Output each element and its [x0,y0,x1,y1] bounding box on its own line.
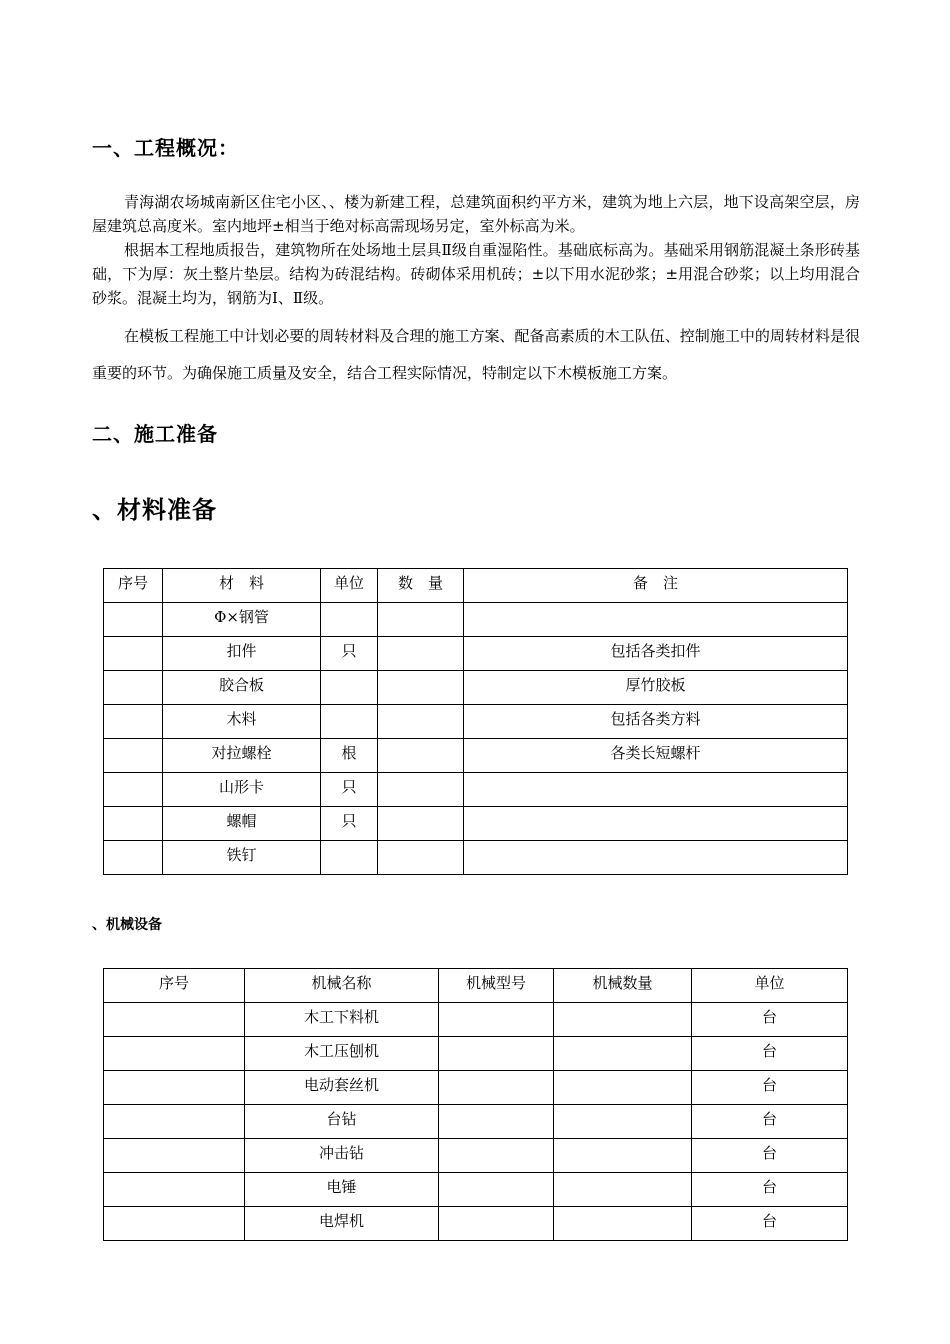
table-cell: 木料 [163,705,321,739]
table-cell: 只 [321,807,378,841]
table-row [104,1003,848,1037]
column-header: 机械型号 [439,969,554,1003]
paragraph-plan: 在模板工程施工中计划必要的周转材料及合理的施工方案、配备高素质的木工队伍、控制施工中的周转材料是很重要的环节。为确保施工质量及安全，结合工程实际情况，特制定以下木模板施工方案。 [92,327,860,382]
column-header: 数 量 [378,569,464,603]
table-cell: 台 [692,1173,848,1207]
table-cell: 电焊机 [245,1207,439,1241]
table-row [104,1071,848,1105]
table-cell: 对拉螺栓 [163,739,321,773]
table-cell [378,739,464,773]
table-cell [378,705,464,739]
table-cell [321,705,378,739]
table-cell [104,1105,245,1139]
table-cell: 根 [321,739,378,773]
column-header: 单位 [321,569,378,603]
table-row [104,1139,848,1173]
table-cell [321,603,378,637]
table-cell [554,1173,692,1207]
table-cell [321,841,378,875]
table-cell: 台钻 [245,1105,439,1139]
table-cell: 电动套丝机 [245,1071,439,1105]
column-header: 机械数量 [554,969,692,1003]
table-header-row [104,969,848,1003]
table-row [104,739,848,773]
paragraph-overview: 青海湖农场城南新区住宅小区、、楼为新建工程，总建筑面积约平方米，建筑为地上六层，地下设高架空层，房屋建筑总高度米。室内地坪±相当于绝对标高需现场另定，室外标高为米。 [92,193,860,235]
table-cell [104,773,163,807]
table-cell [554,1207,692,1241]
column-header: 机械名称 [245,969,439,1003]
table-cell: 木工下料机 [245,1003,439,1037]
column-header: 备 注 [464,569,848,603]
table-row [104,637,848,671]
column-header: 单位 [692,969,848,1003]
table-cell [554,1105,692,1139]
table-cell [439,1207,554,1241]
table-cell: 包括各类扣件 [464,637,848,671]
table-cell: 电锤 [245,1173,439,1207]
table-cell [104,807,163,841]
table-cell: 冲击钻 [245,1139,439,1173]
table-cell [104,603,163,637]
table-cell: 胶合板 [163,671,321,705]
table-cell: 台 [692,1037,848,1071]
table-cell [104,705,163,739]
table-cell [378,841,464,875]
table-cell: 各类长短螺杆 [464,739,848,773]
materials-title: 、材料准备 [92,496,217,524]
table-cell [439,1139,554,1173]
table-row [104,841,848,875]
table-row [104,807,848,841]
table-row [104,705,848,739]
table-cell [554,1003,692,1037]
table-cell: 铁钉 [163,841,321,875]
table-cell [104,1071,245,1105]
table-cell: 螺帽 [163,807,321,841]
table-cell [378,637,464,671]
machinery-title: 、机械设备 [92,917,162,933]
paragraph-geology: 根据本工程地质报告，建筑物所在处场地土层具Ⅱ级自重湿陷性。基础底标高为。基础采用钢筋混凝土条形砖基础，下为厚：灰土整片垫层。结构为砖混结构。砖砌体采用机砖；±以下用水泥砂浆；±用混合砂浆；以上均用混合砂浆。混凝土均为，钢筋为Ⅰ、Ⅱ级。 [92,241,860,307]
table-cell: 扣件 [163,637,321,671]
table-cell [104,1037,245,1071]
column-header: 序号 [104,969,245,1003]
table-cell: 只 [321,637,378,671]
table-cell: 包括各类方料 [464,705,848,739]
table-header-row [104,569,848,603]
table-cell: 只 [321,773,378,807]
table-cell [104,739,163,773]
table-row [104,1105,848,1139]
table-row [104,1173,848,1207]
table-cell [439,1173,554,1207]
table-cell [104,1139,245,1173]
table-cell: 台 [692,1071,848,1105]
table-cell [554,1071,692,1105]
table-cell [439,1105,554,1139]
table-cell: 台 [692,1207,848,1241]
table-row [104,1207,848,1241]
table-row [104,603,848,637]
section-1-title: 一、工程概况： [92,136,239,160]
materials-table [103,568,848,875]
table-cell: 台 [692,1003,848,1037]
table-row [104,1037,848,1071]
table-cell [439,1071,554,1105]
table-cell [554,1139,692,1173]
table-row [104,671,848,705]
table-cell: 台 [692,1105,848,1139]
table-cell: Φ×钢管 [163,603,321,637]
machinery-table [103,968,848,1241]
table-cell [378,807,464,841]
table-cell [104,637,163,671]
table-cell [554,1037,692,1071]
table-cell [378,603,464,637]
table-row [104,773,848,807]
table-cell [104,671,163,705]
section-2-title: 二、施工准备 [92,422,218,446]
table-cell [104,1173,245,1207]
table-cell: 木工压刨机 [245,1037,439,1071]
table-cell [464,603,848,637]
table-cell: 厚竹胶板 [464,671,848,705]
table-cell: 台 [692,1139,848,1173]
table-cell [321,671,378,705]
table-cell [104,1003,245,1037]
table-cell [104,1207,245,1241]
table-cell: 山形卡 [163,773,321,807]
table-cell [378,773,464,807]
table-cell [464,807,848,841]
column-header: 材 料 [163,569,321,603]
table-cell [439,1003,554,1037]
table-cell [104,841,163,875]
table-cell [464,841,848,875]
table-cell [378,671,464,705]
table-cell [464,773,848,807]
table-cell [439,1037,554,1071]
column-header: 序号 [104,569,163,603]
